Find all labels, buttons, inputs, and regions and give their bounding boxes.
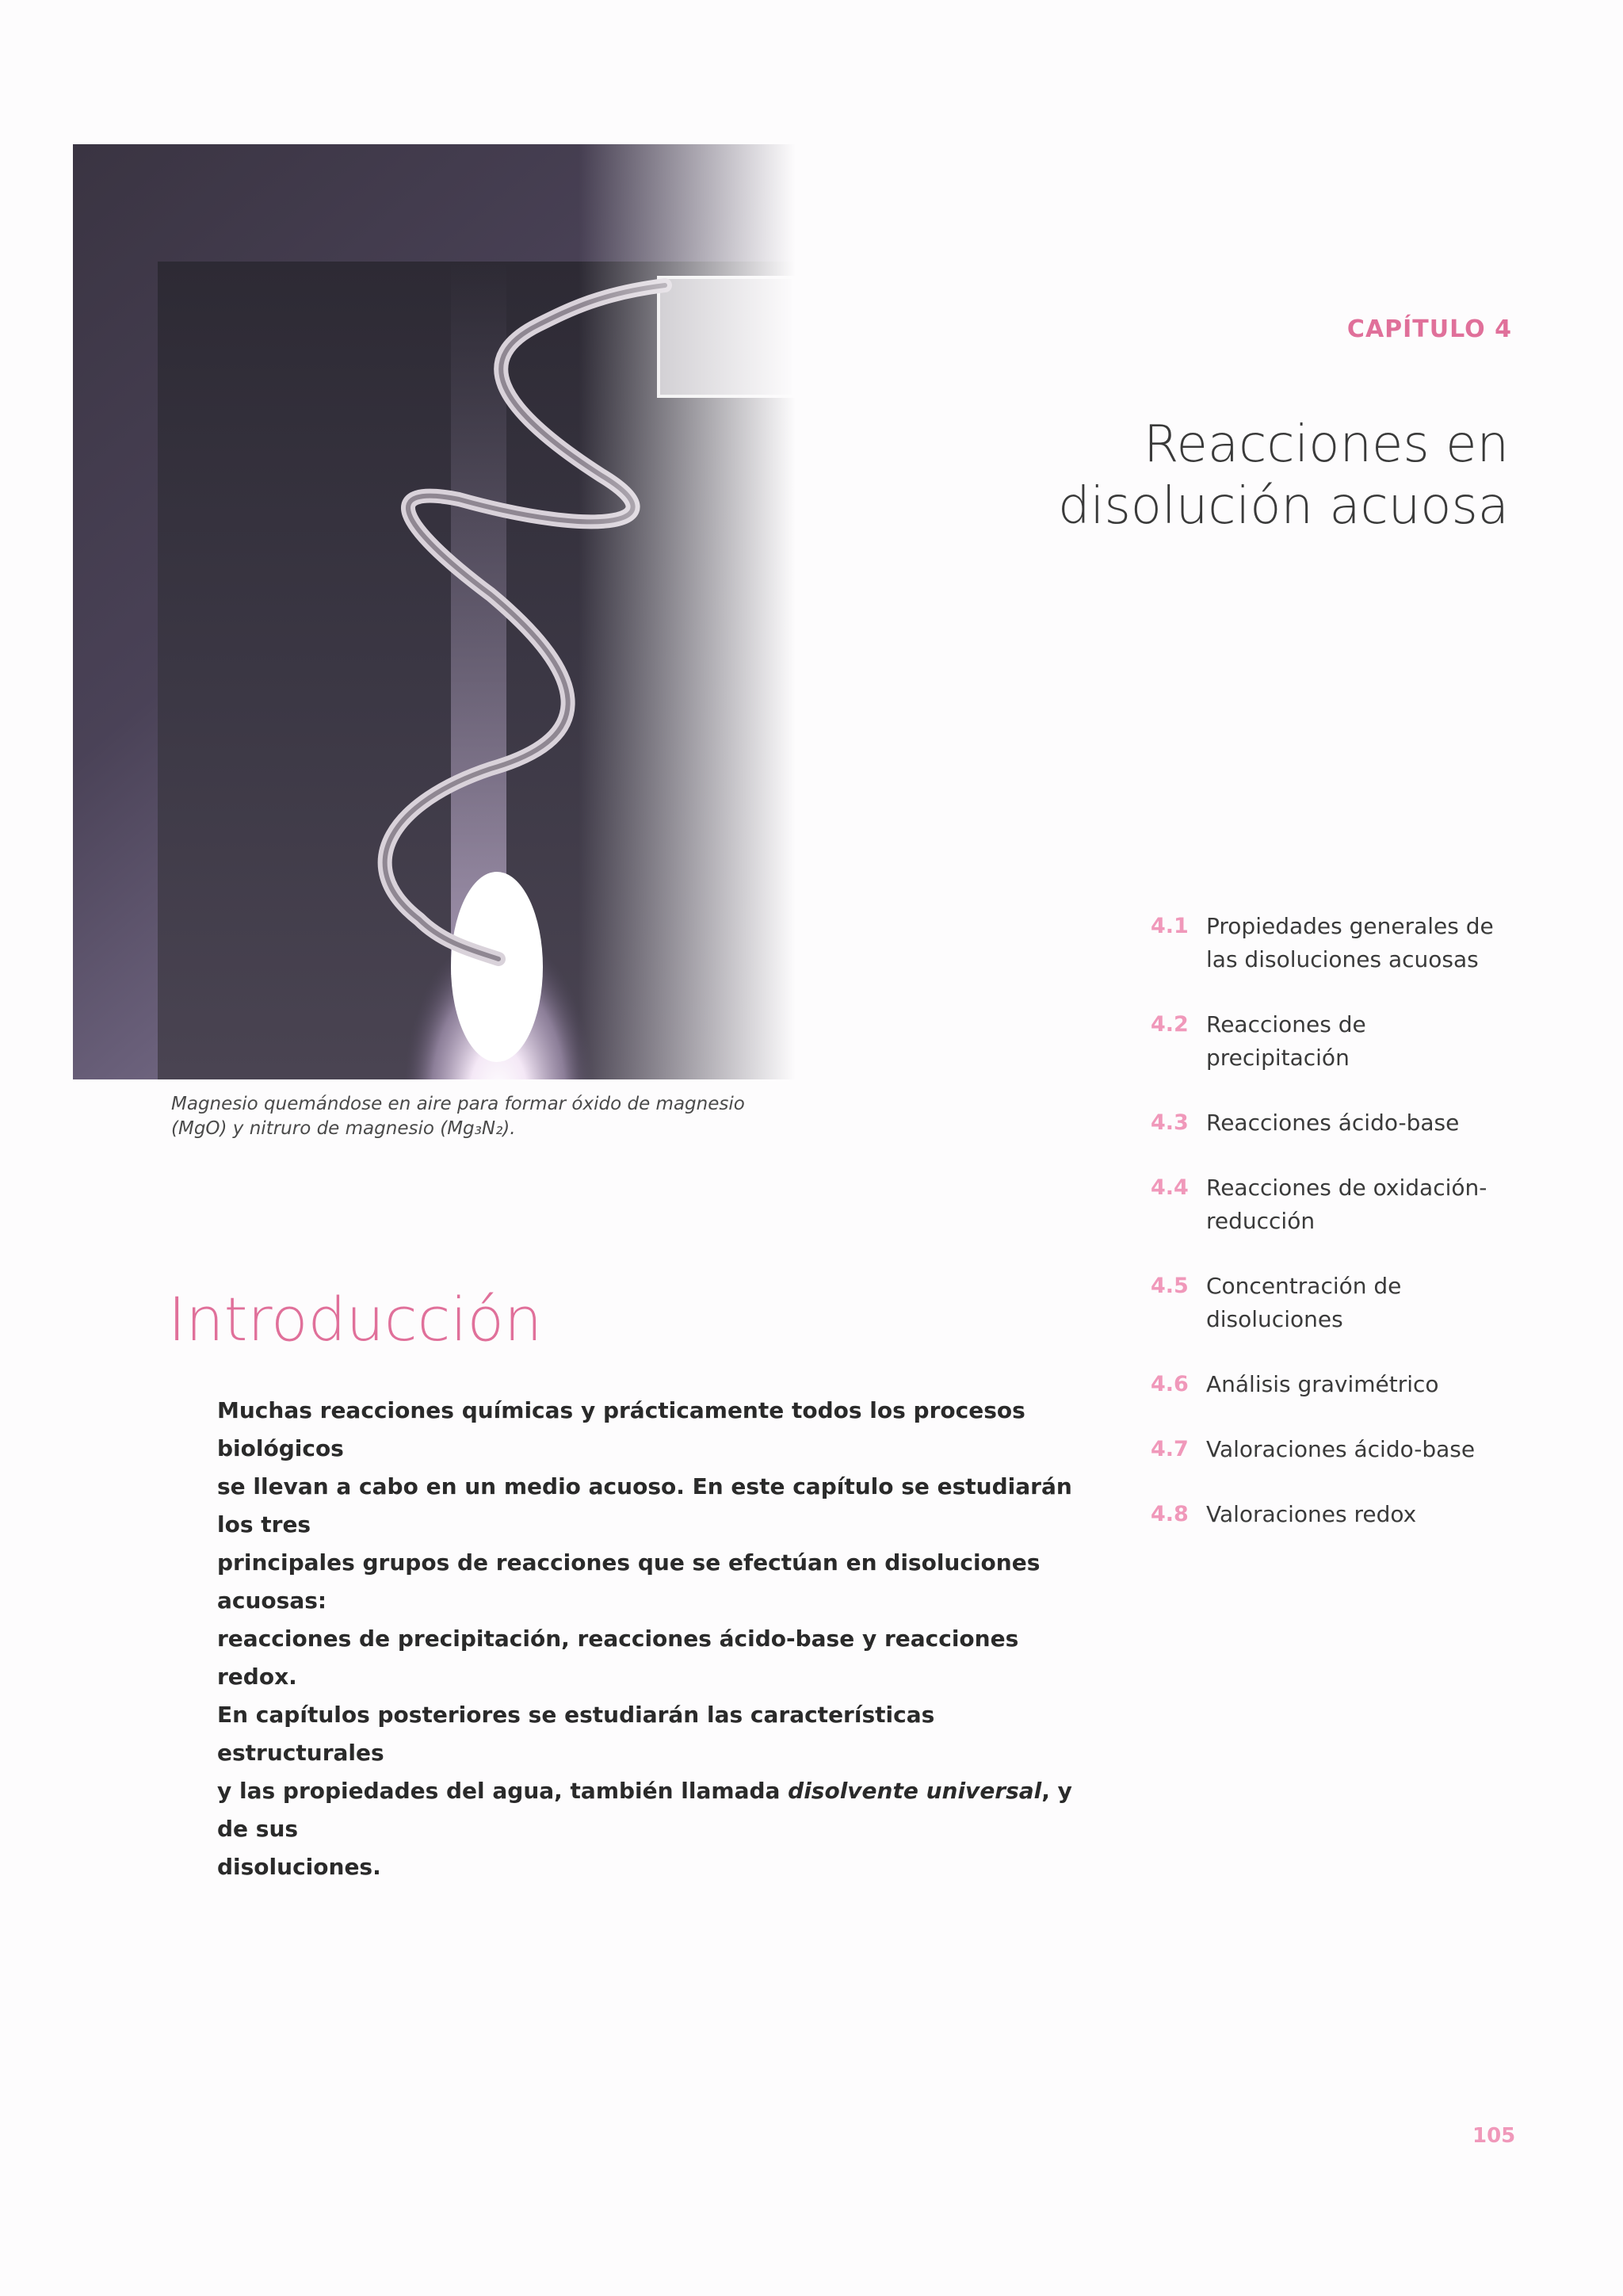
intro-line: disoluciones. (217, 1854, 381, 1880)
toc-number: 4.1 (1151, 914, 1189, 938)
chapter-contents (1151, 910, 1515, 1563)
toc-item[interactable] (1151, 1498, 1515, 1531)
intro-line: se llevan a cabo en un medio acuoso. En este capítulo se estudiarán los tres (217, 1473, 1072, 1538)
toc-label: Reacciones de oxidación- reducción (1206, 1175, 1487, 1234)
italic-term: disolvente universal (788, 1778, 1042, 1804)
photo-caption (171, 1092, 789, 1141)
toc-label: Propiedades generales de las disoluciones acuosas (1206, 913, 1494, 972)
toc-label: Valoraciones ácido-base (1206, 1436, 1476, 1462)
chapter-title-line-1: Reacciones en (1143, 415, 1509, 474)
intro-line: En capítulos posteriores se estudiarán las características estructurales (217, 1702, 935, 1766)
toc-item[interactable] (1151, 1106, 1515, 1140)
caption-line-1: Magnesio quemándose en aire para formar óxido de magnesio (171, 1094, 745, 1114)
toc-item[interactable] (1151, 1008, 1515, 1075)
toc-item[interactable] (1151, 910, 1515, 976)
chapter-label: CAPÍTULO 4 (1346, 315, 1512, 343)
toc-number: 4.8 (1151, 1502, 1189, 1526)
toc-item[interactable] (1151, 1433, 1515, 1466)
chapter-photo (73, 144, 796, 1079)
toc-label: Análisis gravimétrico (1206, 1371, 1439, 1397)
toc-number: 4.7 (1151, 1437, 1189, 1461)
page-number: 105 (1472, 2124, 1516, 2148)
intro-line: y las propiedades del agua, también llamada disolvente universal, y de sus (217, 1778, 1072, 1842)
toc-label: Reacciones de precipitación (1206, 1011, 1366, 1071)
toc-number: 4.6 (1151, 1372, 1189, 1396)
chapter-title (796, 414, 1509, 537)
intro-line: principales grupos de reacciones que se efectúan en disoluciones acuosas: (217, 1549, 1041, 1614)
toc-label: Concentración de disoluciones (1206, 1273, 1402, 1332)
toc-number: 4.5 (1151, 1274, 1189, 1298)
intro-line: Muchas reacciones químicas y prácticamente todos los procesos biológicos (217, 1397, 1025, 1461)
toc-number: 4.3 (1151, 1110, 1189, 1135)
toc-item[interactable] (1151, 1171, 1515, 1238)
intro-paragraph (217, 1392, 1105, 1886)
intro-line: reacciones de precipitación, reacciones ácido-base y reacciones redox. (217, 1626, 1019, 1690)
toc-label: Valoraciones redox (1206, 1501, 1417, 1527)
chapter-title-line-2: disolución acuosa (1058, 477, 1509, 536)
toc-item[interactable] (1151, 1270, 1515, 1336)
toc-number: 4.4 (1151, 1175, 1189, 1200)
intro-heading: Introducción (168, 1284, 543, 1354)
caption-line-2: (MgO) y nitruro de magnesio (Mg₃N₂). (171, 1118, 516, 1139)
toc-number: 4.2 (1151, 1012, 1189, 1037)
toc-label: Reacciones ácido-base (1206, 1110, 1460, 1136)
toc-item[interactable] (1151, 1368, 1515, 1401)
